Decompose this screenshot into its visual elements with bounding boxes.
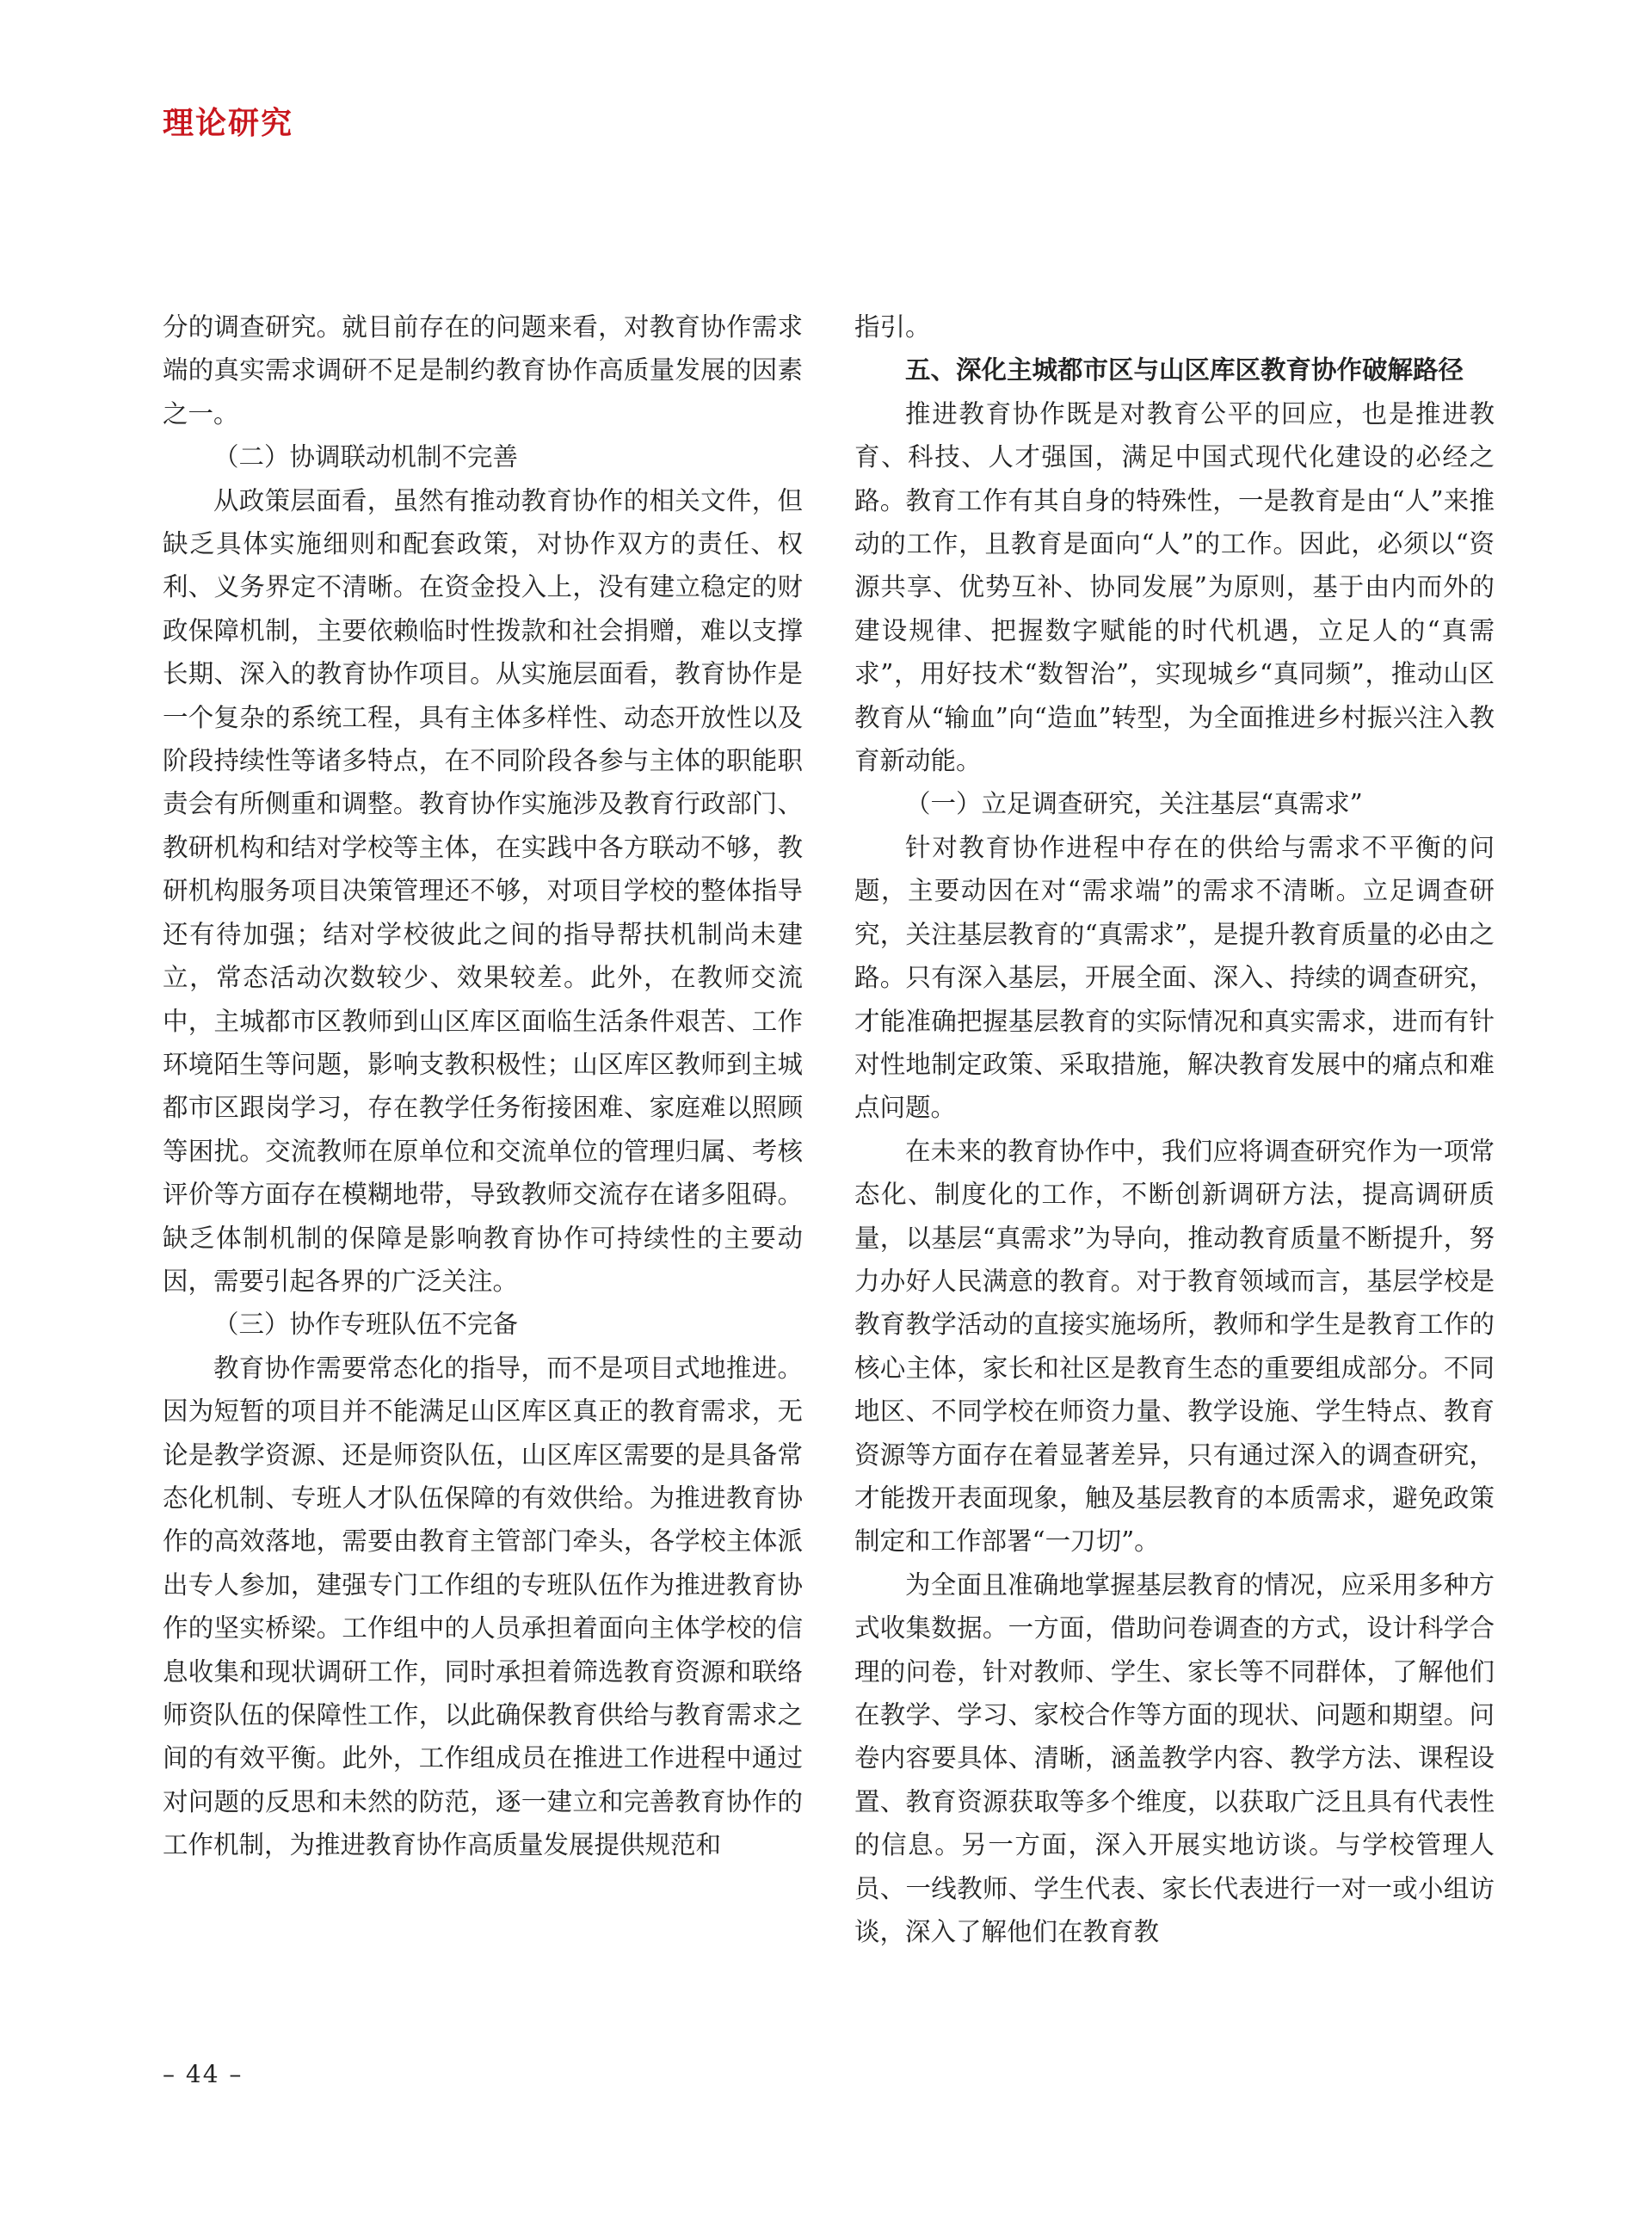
left-column: [163, 305, 803, 1867]
paragraph: 从政策层面看，虽然有推动教育协作的相关文件，但缺乏具体实施细则和配套政策，对协作双方的责任、权利、义务界定不清晰。在资金投入上，没有建立稳定的财政保障机制，主要依赖临时性拨款和社会捐赠，难以支撑长期、深入的教育协作项目。从实施层面看，教育协作是一个复杂的系统工程，具有主体多样性、动态开放性以及阶段持续性等诸多特点，在不同阶段各参与主体的职能职责会有所侧重和调整。教育协作实施涉及教育行政部门、教研机构和结对学校等主体，在实践中各方联动不够，教研机构服务项目决策管理还不够，对项目学校的整体指导还有待加强；结对学校彼此之间的指导帮扶机制尚未建立，常态活动次数较少、效果较差。此外，在教师交流中，主城都市区教师到山区库区面临生活条件艰苦、工作环境陌生等问题，影响支教积极性；山区库区教师到主城都市区跟岗学习，存在教学任务衔接困难、家庭难以照顾等困扰。交流教师在原单位和交流单位的管理归属、考核评价等方面存在模糊地带，导致教师交流存在诸多阻碍。缺乏体制机制的保障是影响教育协作可持续性的主要动因，需要引起各界的广泛关注。: [163, 485, 803, 1296]
paragraph: 在未来的教育协作中，我们应将调查研究作为一项常态化、制度化的工作，不断创新调研方法，提高调研质量，以基层“真需求”为导向，推动教育质量不断提升，努力办好人民满意的教育。对于教育领域而言，基层学校是教育教学活动的直接实施场所，教师和学生是教育工作的核心主体，家长和社区是教育生态的重要组成部分。不同地区、不同学校在师资力量、教学设施、学生特点、教育资源等方面存在着显著差异，只有通过深入的调查研究，才能拨开表面现象，触及基层教育的本质需求，避免政策制定和工作部署“一刀切”。: [854, 1136, 1495, 1557]
paragraph: 推进教育协作既是对教育公平的回应，也是推进教育、科技、人才强国，满足中国式现代化建设的必经之路。教育工作有其自身的特殊性，一是教育是由“人”来推动的工作，且教育是面向“人”的工作。因此，必须以“资源共享、优势互补、协同发展”为原则，基于由内而外的建设规律、把握数字赋能的时代机遇，立足人的“真需求”，用好技术“数智治”，实现城乡“真同频”，推动山区教育从“输血”向“造血”转型，为全面推进乡村振兴注入教育新动能。: [854, 398, 1495, 776]
paragraph: 为全面且准确地掌握基层教育的情况，应采用多种方式收集数据。一方面，借助问卷调查的方式，设计科学合理的问卷，针对教师、学生、家长等不同群体，了解他们在教学、学习、家校合作等方面的现状、问题和期望。问卷内容要具体、清晰，涵盖教学内容、教学方法、课程设置、教育资源获取等多个维度，以获取广泛且具有代表性的信息。另一方面，深入开展实地访谈。与学校管理人员、一线教师、学生代表、家长代表进行一对一或小组访谈，深入了解他们在教育教: [854, 1569, 1495, 1947]
paragraph: 指引。: [854, 312, 931, 342]
subheading: （一）立足调查研究，关注基层“真需求”: [905, 789, 1363, 819]
paragraph: 分的调查研究。就目前存在的问题来看，对教育协作需求端的真实需求调研不足是制约教育协作高质量发展的因素之一。: [163, 312, 803, 429]
subheading: （三）协作专班队伍不完备: [213, 1310, 519, 1340]
paragraph: 针对教育协作进程中存在的供给与需求不平衡的问题，主要动因在对“需求端”的需求不清晰。立足调查研究，关注基层教育的“真需求”，是提升教育质量的必由之路。只有深入基层，开展全面、深入、持续的调查研究，才能准确把握基层教育的实际情况和真实需求，进而有针对性地制定政策、采取措施，解决教育发展中的痛点和难点问题。: [854, 832, 1495, 1123]
page-number: – 44 –: [163, 2060, 243, 2088]
subheading: （二）协调联动机制不完善: [213, 442, 519, 472]
paragraph: 教育协作需要常态化的指导，而不是项目式地推进。因为短暂的项目并不能满足山区库区真正的教育需求，无论是教学资源、还是师资队伍，山区库区需要的是具备常态化机制、专班人才队伍保障的有效供给。为推进教育协作的高效落地，需要由教育主管部门牵头，各学校主体派出专人参加，建强专门工作组的专班队伍作为推进教育协作的坚实桥梁。工作组中的人员承担着面向主体学校的信息收集和现状调研工作，同时承担着筛选教育资源和联络师资队伍的保障性工作，以此确保教育供给与教育需求之间的有效平衡。此外，工作组成员在推进工作进程中通过对问题的反思和未然的防范，逐一建立和完善教育协作的工作机制，为推进教育协作高质量发展提供规范和: [163, 1353, 803, 1860]
section-heading: 五、深化主城都市区与山区库区教育协作破解路径: [905, 355, 1464, 385]
right-column: [854, 305, 1495, 1953]
section-label: 理论研究: [163, 106, 294, 141]
